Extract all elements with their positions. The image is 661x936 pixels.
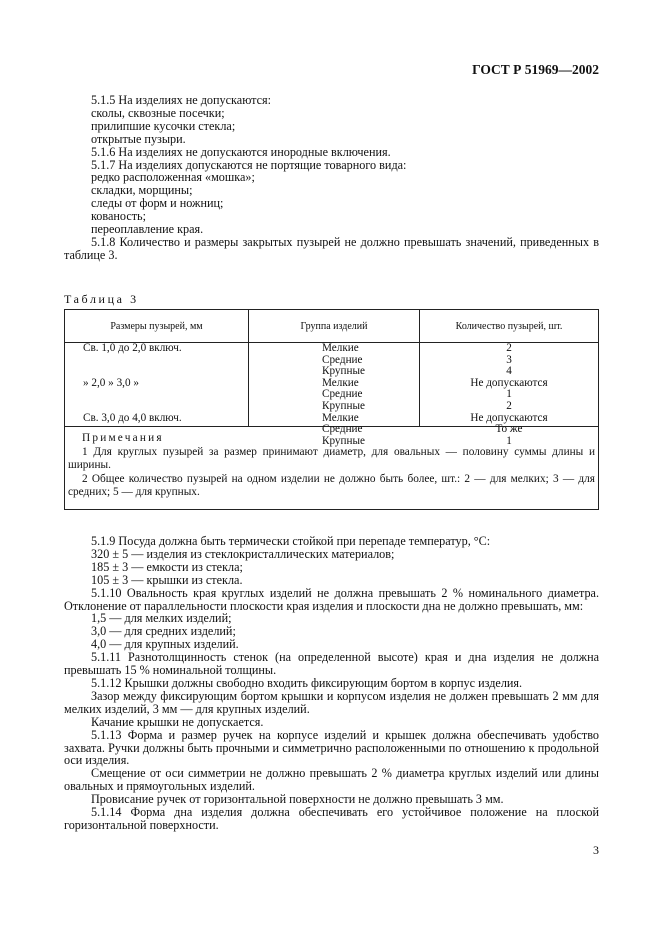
table-note: 1 Для круглых пузырей за размер принимают диаметр, для овальных — половину суммы длины и ширины. (68, 445, 595, 472)
paragraph: 5.1.6 На изделиях не допускаются инородные включения. (91, 144, 391, 159)
group-cell: Крупные (322, 400, 365, 412)
paragraph: 185 ± 3 — емкости из стекла; (91, 559, 243, 574)
paragraph: 5.1.12 Крышки должны свободно входить фиксирующим бортом в корпус изделия. (91, 675, 523, 690)
count-cell: 1 (506, 435, 512, 447)
document-code-header: ГОСТ Р 51969—2002 (472, 62, 599, 77)
count-cell: 1 (506, 388, 512, 400)
count-cell: 3 (506, 354, 512, 366)
paragraph: Провисание ручек от горизонтальной поверхности не должно превышать 3 мм. (91, 792, 504, 807)
paragraph: Зазор между фиксирующим бортом крышки и корпусом изделия не должен превышать 2 мм для мелких изделий, 3 мм — для крупных изделий. (64, 688, 599, 716)
group-cell: Средние (322, 354, 363, 366)
count-cell: Не допускаются (470, 377, 548, 389)
count-cell: То же (495, 423, 523, 435)
paragraph: Качание крышки не допускается. (91, 714, 264, 729)
count-cell: 4 (506, 365, 512, 377)
paragraph: 3,0 — для средних изделий; (91, 624, 236, 639)
paragraph: 5.1.14 Форма дна изделия должна обеспечивать его устойчивое положение на плоской горизонтальной поверхности. (64, 805, 599, 832)
group-cell: Средние (322, 388, 363, 400)
paragraph: 105 ± 3 — крышки из стекла. (91, 572, 243, 587)
group-cell: Крупные (322, 365, 365, 377)
paragraph: 1,5 — для мелких изделий; (91, 611, 232, 626)
table-label: Таблица 3 (64, 292, 139, 306)
paragraph: складки, морщины; (91, 183, 193, 198)
table-header-cell: Количество пузырей, шт. (455, 321, 563, 332)
paragraph: 5.1.9 Посуда должна быть термически стойкой при перепаде температур, °С: (91, 534, 491, 548)
bubbles-table (64, 309, 599, 510)
paragraph: 5.1.11 Разнотолщинность стенок (на определенной высоте) края и дна изделия не должна превышать 15 % номинальной толщины. (64, 650, 599, 678)
paragraph: 4,0 — для крупных изделий. (91, 637, 239, 652)
paragraph: 320 ± 5 — изделия из стеклокристаллических материалов; (91, 546, 395, 561)
paragraph: прилипшие кусочки стекла; (91, 118, 236, 133)
group-cell: Мелкие (322, 377, 359, 389)
paragraph: 5.1.13 Форма и размер ручек на корпусе изделий и крышек должна обеспечивать удобство захвата. Ручки должны быть прочными и симметрично расположенными по отношению к продольной оси изделия. (64, 727, 599, 768)
table-header-cell: Группа изделий (300, 321, 368, 332)
paragraph: 5.1.8 Количество и размеры закрытых пузырей не должно превышать значений, приведенных в таблице 3. (64, 234, 599, 262)
size-cell: Св. 3,0 до 4,0 включ. (83, 412, 182, 424)
size-cell: » 2,0 » 3,0 » (83, 377, 139, 389)
paragraph: переоплавление края. (91, 222, 204, 237)
group-cell: Крупные (322, 435, 365, 447)
paragraph: открытые пузыри. (91, 131, 186, 146)
group-cell: Мелкие (322, 412, 359, 424)
count-cell: 2 (506, 342, 512, 354)
paragraph: 5.1.5 На изделиях не допускаются: (91, 93, 272, 107)
table-header-cell: Размеры пузырей, мм (110, 321, 203, 332)
table-notes (68, 432, 595, 500)
paragraph: 5.1.10 Овальность края круглых изделий не должна превышать 2 % номинального диаметра. Отклонение от параллельности плоскости края изделия и плоскости дна не должно превышать, мм: (64, 585, 599, 613)
paragraph: Смещение от оси симметрии не должно превышать 2 % диаметра круглых изделий или длины овальных и прямоугольных изделий. (64, 766, 599, 794)
paragraph: 5.1.7 На изделиях допускаются не портящие товарного вида: (91, 157, 407, 172)
table-note: 2 Общее количество пузырей на одном изделии не должно быть более, шт.: 2 — для мелких; 3 — для средних; 5 — для крупных. (68, 472, 595, 499)
paragraph: сколы, сквозные посечки; (91, 105, 225, 120)
section-text-bottom (64, 535, 599, 832)
paragraph: кованость; (91, 209, 146, 224)
size-cell: Св. 1,0 до 2,0 включ. (83, 342, 182, 354)
paragraph: следы от форм и ножниц; (91, 196, 224, 211)
page-number: 3 (593, 843, 599, 857)
group-cell: Средние (322, 423, 363, 435)
paragraph: редко расположенная «мошка»; (91, 170, 255, 185)
count-cell: Не допускаются (470, 412, 548, 424)
count-cell: 2 (506, 400, 512, 412)
group-cell: Мелкие (322, 342, 359, 354)
notes-title: Примечания (82, 432, 164, 444)
section-text-top (64, 94, 599, 262)
